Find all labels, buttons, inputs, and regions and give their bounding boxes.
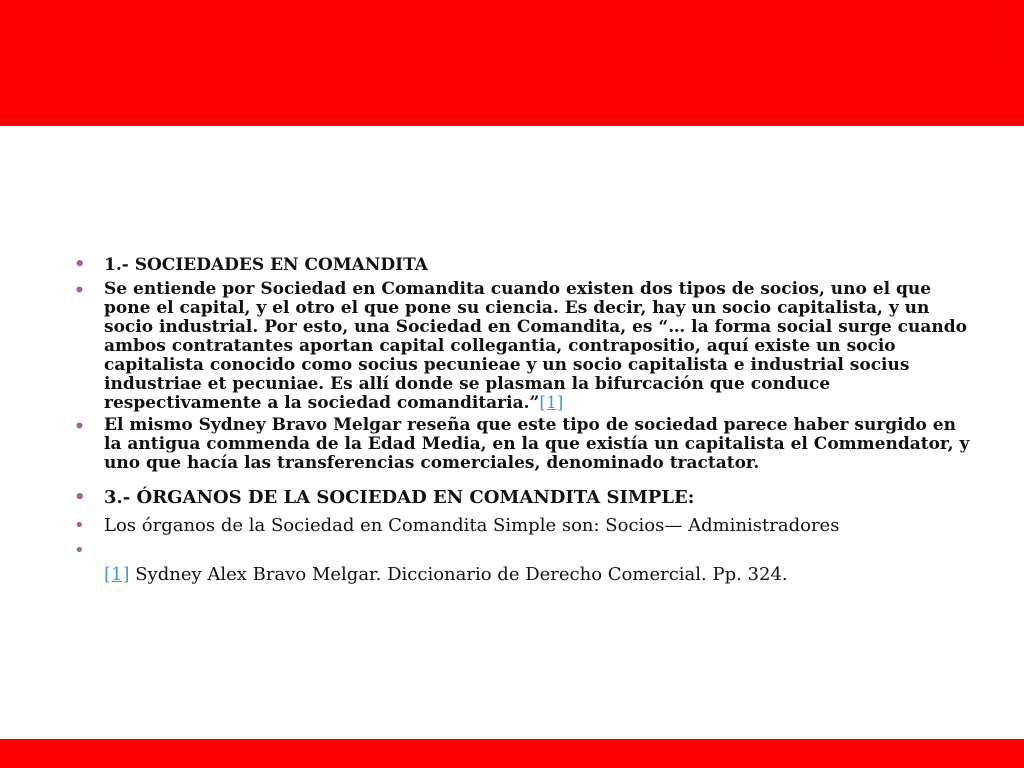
bullet-dot-icon: • (74, 417, 85, 437)
bullet-dot-icon: • (74, 515, 85, 536)
footnote-entry (104, 563, 974, 587)
bullet-dot-icon: • (74, 540, 85, 561)
bullet-item-footnote (74, 539, 974, 587)
bullet-item-organos (74, 515, 974, 537)
top-band-accent-line (995, 0, 996, 66)
origin-text: El mismo Sydney Bravo Melgar reseña que este tipo de sociedad parece haber surgido en la antigua commenda de la Edad Media, en la que existía un capitalista el Commendator, y uno que hacía las transferencias comerciales, denominado tractator. (104, 415, 970, 473)
heading-organos-text: 3.- ÓRGANOS DE LA SOCIEDAD EN COMANDITA SIMPLE: (104, 487, 695, 508)
bullet-dot-icon: • (74, 281, 85, 301)
organos-text: Los órganos de la Sociedad en Comandita Simple son: Socios— Administradores (104, 515, 840, 536)
heading-sociedades-text: 1.- SOCIEDADES EN COMANDITA (104, 255, 428, 275)
top-red-band (0, 0, 1024, 126)
bullet-item-definition (74, 280, 974, 413)
bullet-item-heading-sociedades (74, 254, 974, 276)
bullet-item-origin (74, 416, 974, 473)
bullet-dot-icon: • (74, 487, 86, 508)
bullet-list (74, 254, 974, 587)
definition-text: Se entiende por Sociedad en Comandita cuando existen dos tipos de socios, uno el que pone el capital, y el otro el que pone su ciencia. Es decir, hay un socio capitalista, y un socio industrial. Por esto, una Sociedad en Comandita, es “… la forma social surge cuando ambos contratantes aportan capital collegantia, contrapositio, aquí existe un socio capitalista conocido como socius pecunieae y un socio capitalista e industrial socius industriae et pecuniae. Es allí donde se plasman la bifurcación que conduce respectivamente a la sociedad comanditaria.” (104, 279, 967, 413)
bottom-red-band (0, 739, 1024, 768)
footnote-text: Sydney Alex Bravo Melgar. Diccionario de Derecho Comercial. Pp. 324. (129, 564, 788, 585)
slide-content (74, 254, 974, 587)
bullet-dot-icon: • (74, 254, 86, 275)
footnote-line (104, 539, 974, 563)
footnote-link-1[interactable]: [1] (539, 393, 564, 413)
bullet-item-heading-organos (74, 487, 974, 509)
footnote-backlink-1[interactable]: [1] (104, 564, 130, 585)
